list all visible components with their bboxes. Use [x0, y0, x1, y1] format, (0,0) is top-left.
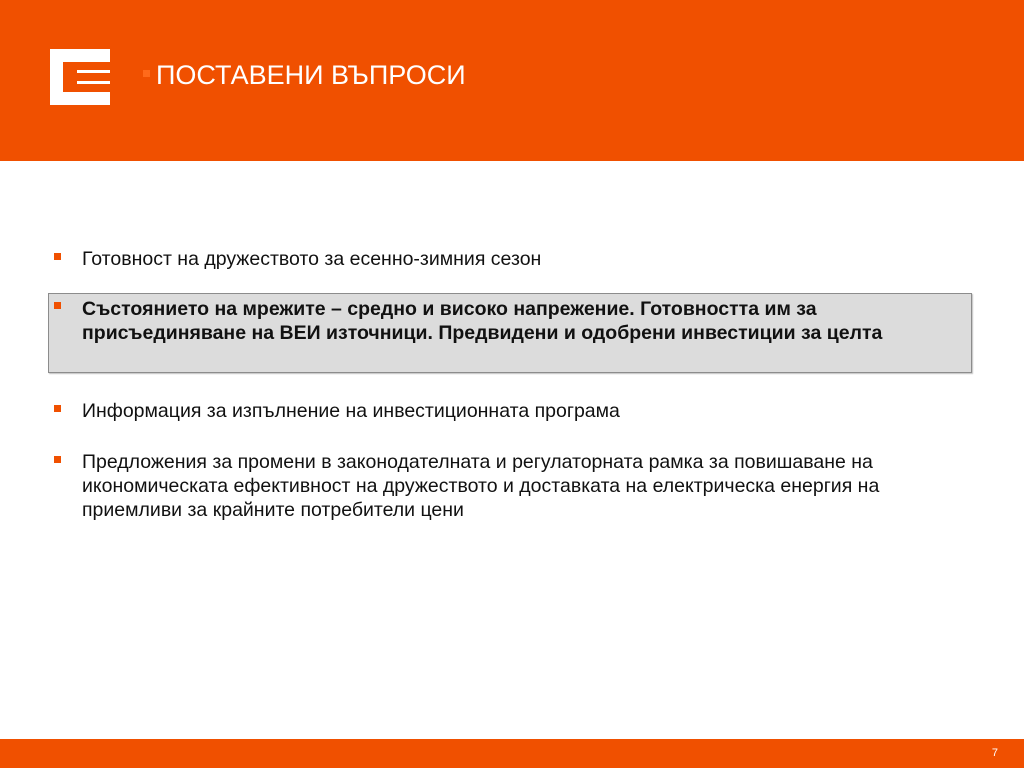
page-number: 7: [991, 747, 998, 759]
bullet-icon: [54, 253, 61, 260]
list-item-highlighted: Състоянието на мрежите – средно и високо напрежение. Готовността им за присъединяване на ВЕИ източници. Предвидени и одобрени инвестиции за целта: [82, 298, 883, 344]
bullet-icon: [54, 405, 61, 412]
bullet-icon: [54, 456, 61, 463]
company-e-logo-icon: [50, 49, 110, 105]
slide-title: ПОСТАВЕНИ ВЪПРОСИ: [156, 60, 466, 90]
list-item: Информация за изпълнение на инвестиционната програма: [82, 400, 620, 422]
header-band: [0, 0, 1024, 161]
list-item: Готовност на дружеството за есенно-зимния сезон: [82, 248, 542, 270]
list-item: Предложения за промени в законодателната и регулаторната рамка за повишаване на икономическата ефективност на дружеството и доставката на електрическа енергия на приемливи за крайните потребители цени: [82, 451, 880, 521]
bullet-icon: [54, 302, 61, 309]
title-bullet-icon: [143, 70, 150, 77]
footer-band: [0, 739, 1024, 768]
